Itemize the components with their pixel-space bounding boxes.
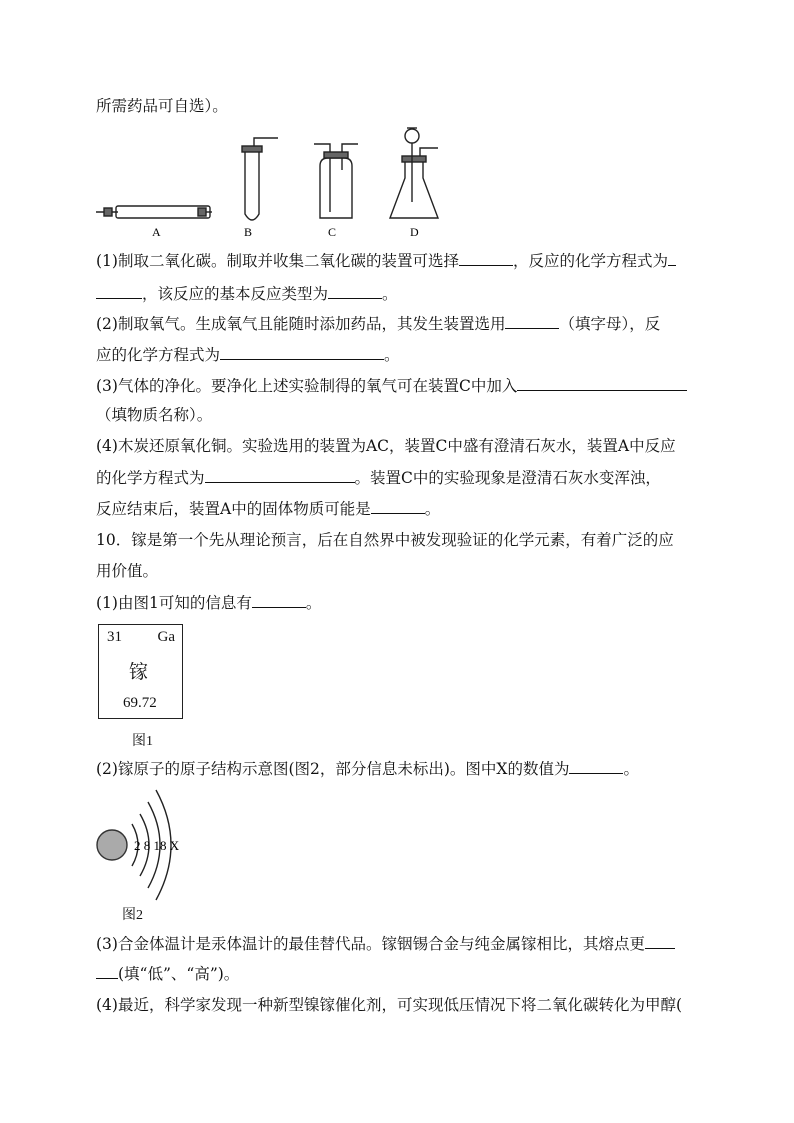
answer-blank[interactable] bbox=[517, 375, 687, 391]
q3-line-2: （填物质名称）。 bbox=[96, 406, 213, 424]
label-c: C bbox=[328, 225, 337, 239]
q10-line-1: 10．镓是第一个先从理论预言，后在自然界中被发现验证的化学元素，有着广泛的应 bbox=[96, 531, 674, 549]
q10-line-2: 用价值。 bbox=[96, 562, 159, 580]
q4-line-2: 的化学方程式为 。装置C中的实验现象是澄清石灰水变浑浊， bbox=[96, 469, 661, 487]
answer-blank[interactable] bbox=[252, 592, 306, 608]
figure-1-caption: 图1 bbox=[132, 734, 153, 749]
answer-blank[interactable] bbox=[645, 933, 675, 949]
answer-blank[interactable] bbox=[569, 758, 623, 774]
atomic-number: 31 bbox=[107, 629, 122, 645]
answer-blank[interactable] bbox=[371, 498, 425, 514]
answer-blank[interactable] bbox=[668, 250, 676, 266]
answer-blank[interactable] bbox=[205, 467, 355, 483]
q1-line-2: ，该反应的基本反应类型为 。 bbox=[96, 283, 398, 304]
element-symbol: Ga bbox=[157, 629, 175, 645]
q3-line-1: (3)气体的净化。要净化上述实验制得的氧气可在装置C中加入 bbox=[96, 375, 687, 396]
atomic-mass: 69.72 bbox=[123, 695, 157, 711]
q4-line-3: 反应结束后，装置A中的固体物质可能是 。 bbox=[96, 500, 441, 518]
q10-sub1: (1)由图1可知的信息有 。 bbox=[96, 594, 322, 612]
label-b: B bbox=[244, 225, 253, 239]
intro-line: 所需药品可自选）。 bbox=[96, 97, 228, 115]
label-a: A bbox=[152, 225, 161, 239]
answer-blank[interactable] bbox=[505, 313, 559, 329]
answer-blank[interactable] bbox=[328, 283, 382, 299]
q10-sub3-line-2: (填“低”、“高”)。 bbox=[96, 963, 239, 984]
q10-sub3-line-1: (3)合金体温计是汞体温计的最佳替代品。镓铟锡合金与纯金属镓相比，其熔点更 bbox=[96, 933, 675, 954]
answer-blank[interactable] bbox=[96, 963, 118, 979]
electron-shells: 2 8 18 X bbox=[134, 838, 180, 853]
answer-blank[interactable] bbox=[459, 250, 513, 266]
label-d: D bbox=[410, 225, 419, 239]
element-card bbox=[98, 624, 183, 719]
answer-blank[interactable] bbox=[96, 283, 142, 299]
answer-blank[interactable] bbox=[220, 344, 384, 360]
figure-2-caption: 图2 bbox=[122, 908, 143, 923]
apparatus-figure bbox=[94, 122, 454, 242]
q4-line-1: (4)木炭还原氧化铜。实验选用的装置为AC，装置C中盛有澄清石灰水，装置A中反应 bbox=[96, 437, 676, 455]
q2-line-2: 应的化学方程式为 。 bbox=[96, 346, 400, 364]
q10-sub4: (4)最近，科学家发现一种新型镍镓催化剂，可实现低压情况下将二氧化碳转化为甲醇( bbox=[96, 996, 683, 1014]
q2-line-1: (2)制取氧气。生成氧气且能随时添加药品，其发生装置选用 （填字母），反 bbox=[96, 315, 661, 333]
atom-structure-diagram bbox=[92, 786, 212, 906]
q1-line-1: (1)制取二氧化碳。制取并收集二氧化碳的装置可选择 ，反应的化学方程式为 bbox=[96, 250, 676, 271]
element-name: 镓 bbox=[129, 661, 149, 683]
q10-sub2: (2)镓原子的原子结构示意图(图2，部分信息未标出)。图中X的数值为 。 bbox=[96, 760, 639, 778]
